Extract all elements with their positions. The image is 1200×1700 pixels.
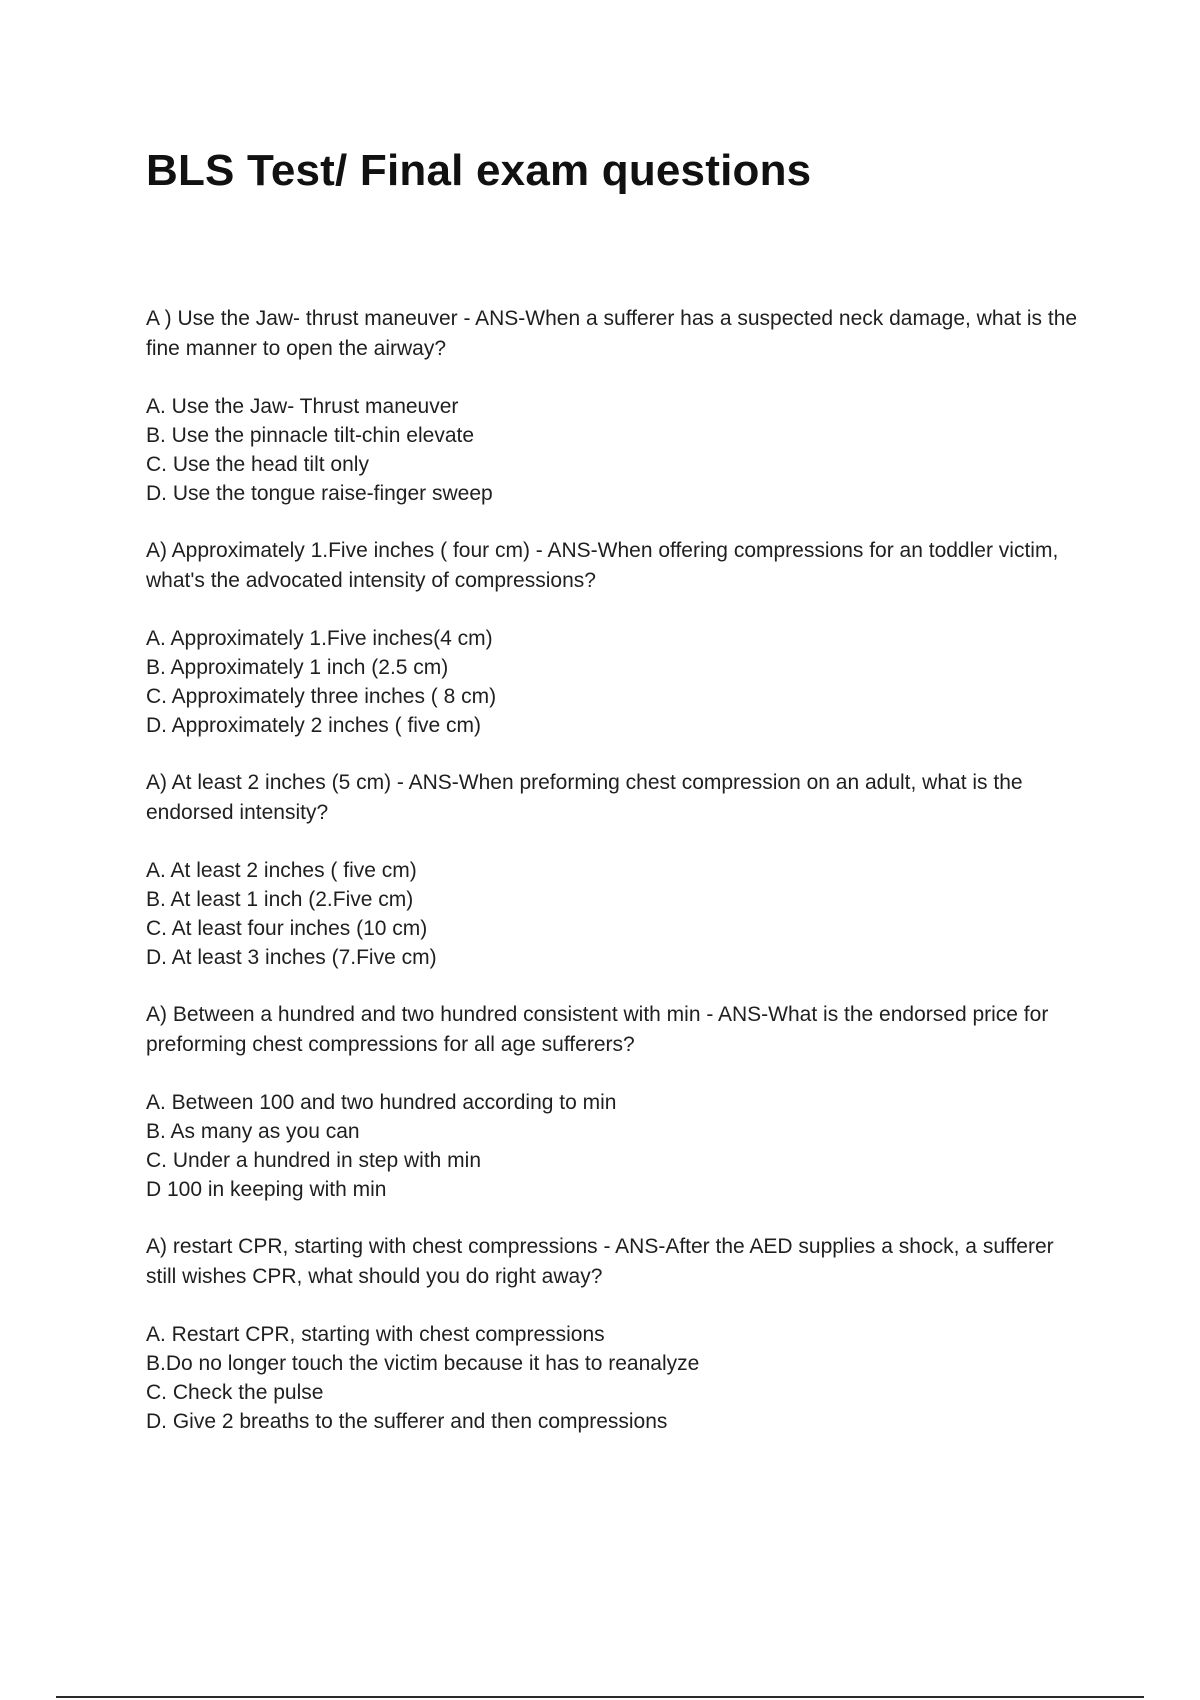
question-block bbox=[146, 1000, 1086, 1204]
option-item: A. Restart CPR, starting with chest compressions bbox=[146, 1323, 605, 1346]
question-block bbox=[146, 768, 1086, 972]
option-item: A. Approximately 1.Five inches(4 cm) bbox=[146, 627, 493, 650]
option-item: D. Use the tongue raise-finger sweep bbox=[146, 482, 493, 505]
footer-divider bbox=[56, 1696, 1144, 1698]
question-text: A) At least 2 inches (5 cm) - ANS-When preforming chest compression on an adult, what is the endorsed intensity? bbox=[146, 771, 1023, 824]
option-list bbox=[146, 1320, 1086, 1436]
option-item: C. Under a hundred in step with min bbox=[146, 1149, 482, 1172]
option-item: D 100 in keeping with min bbox=[146, 1178, 387, 1201]
option-item: C. Approximately three inches ( 8 cm) bbox=[146, 685, 497, 708]
option-list bbox=[146, 392, 1086, 508]
page-title: BLS Test/ Final exam questions bbox=[146, 146, 812, 195]
option-item: B. Use the pinnacle tilt-chin elevate bbox=[146, 424, 475, 447]
option-item: C. Check the pulse bbox=[146, 1381, 324, 1404]
option-item: D. Give 2 breaths to the sufferer and then compressions bbox=[146, 1410, 668, 1433]
question-block bbox=[146, 304, 1086, 508]
option-item: A. At least 2 inches ( five cm) bbox=[146, 859, 417, 882]
option-list bbox=[146, 1088, 1086, 1204]
option-item: A. Between 100 and two hundred according to min bbox=[146, 1091, 617, 1114]
question-text: A) restart CPR, starting with chest compressions - ANS-After the AED supplies a shock, a sufferer still wishes CPR, what should you do right away? bbox=[146, 1235, 1054, 1288]
option-list bbox=[146, 624, 1086, 740]
option-item: B. Approximately 1 inch (2.5 cm) bbox=[146, 656, 449, 679]
option-item: B.Do no longer touch the victim because it has to reanalyze bbox=[146, 1352, 700, 1375]
question-text: A) Between a hundred and two hundred consistent with min - ANS-What is the endorsed price for preforming chest compressions for all age sufferers? bbox=[146, 1003, 1049, 1056]
question-block bbox=[146, 1232, 1086, 1436]
option-item: D. Approximately 2 inches ( five cm) bbox=[146, 714, 481, 737]
option-item: C. At least four inches (10 cm) bbox=[146, 917, 428, 940]
option-item: D. At least 3 inches (7.Five cm) bbox=[146, 946, 437, 969]
question-text: A ) Use the Jaw- thrust maneuver - ANS-When a sufferer has a suspected neck damage, what is the fine manner to open the airway? bbox=[146, 307, 1078, 360]
option-item: C. Use the head tilt only bbox=[146, 453, 369, 476]
option-list bbox=[146, 856, 1086, 972]
question-list bbox=[146, 304, 1086, 1464]
option-item: A. Use the Jaw- Thrust maneuver bbox=[146, 395, 459, 418]
option-item: B. As many as you can bbox=[146, 1120, 360, 1143]
question-block bbox=[146, 536, 1086, 740]
question-text: A) Approximately 1.Five inches ( four cm) - ANS-When offering compressions for an toddler victim, what's the advocated intensity of compressions? bbox=[146, 539, 1059, 592]
option-item: B. At least 1 inch (2.Five cm) bbox=[146, 888, 414, 911]
